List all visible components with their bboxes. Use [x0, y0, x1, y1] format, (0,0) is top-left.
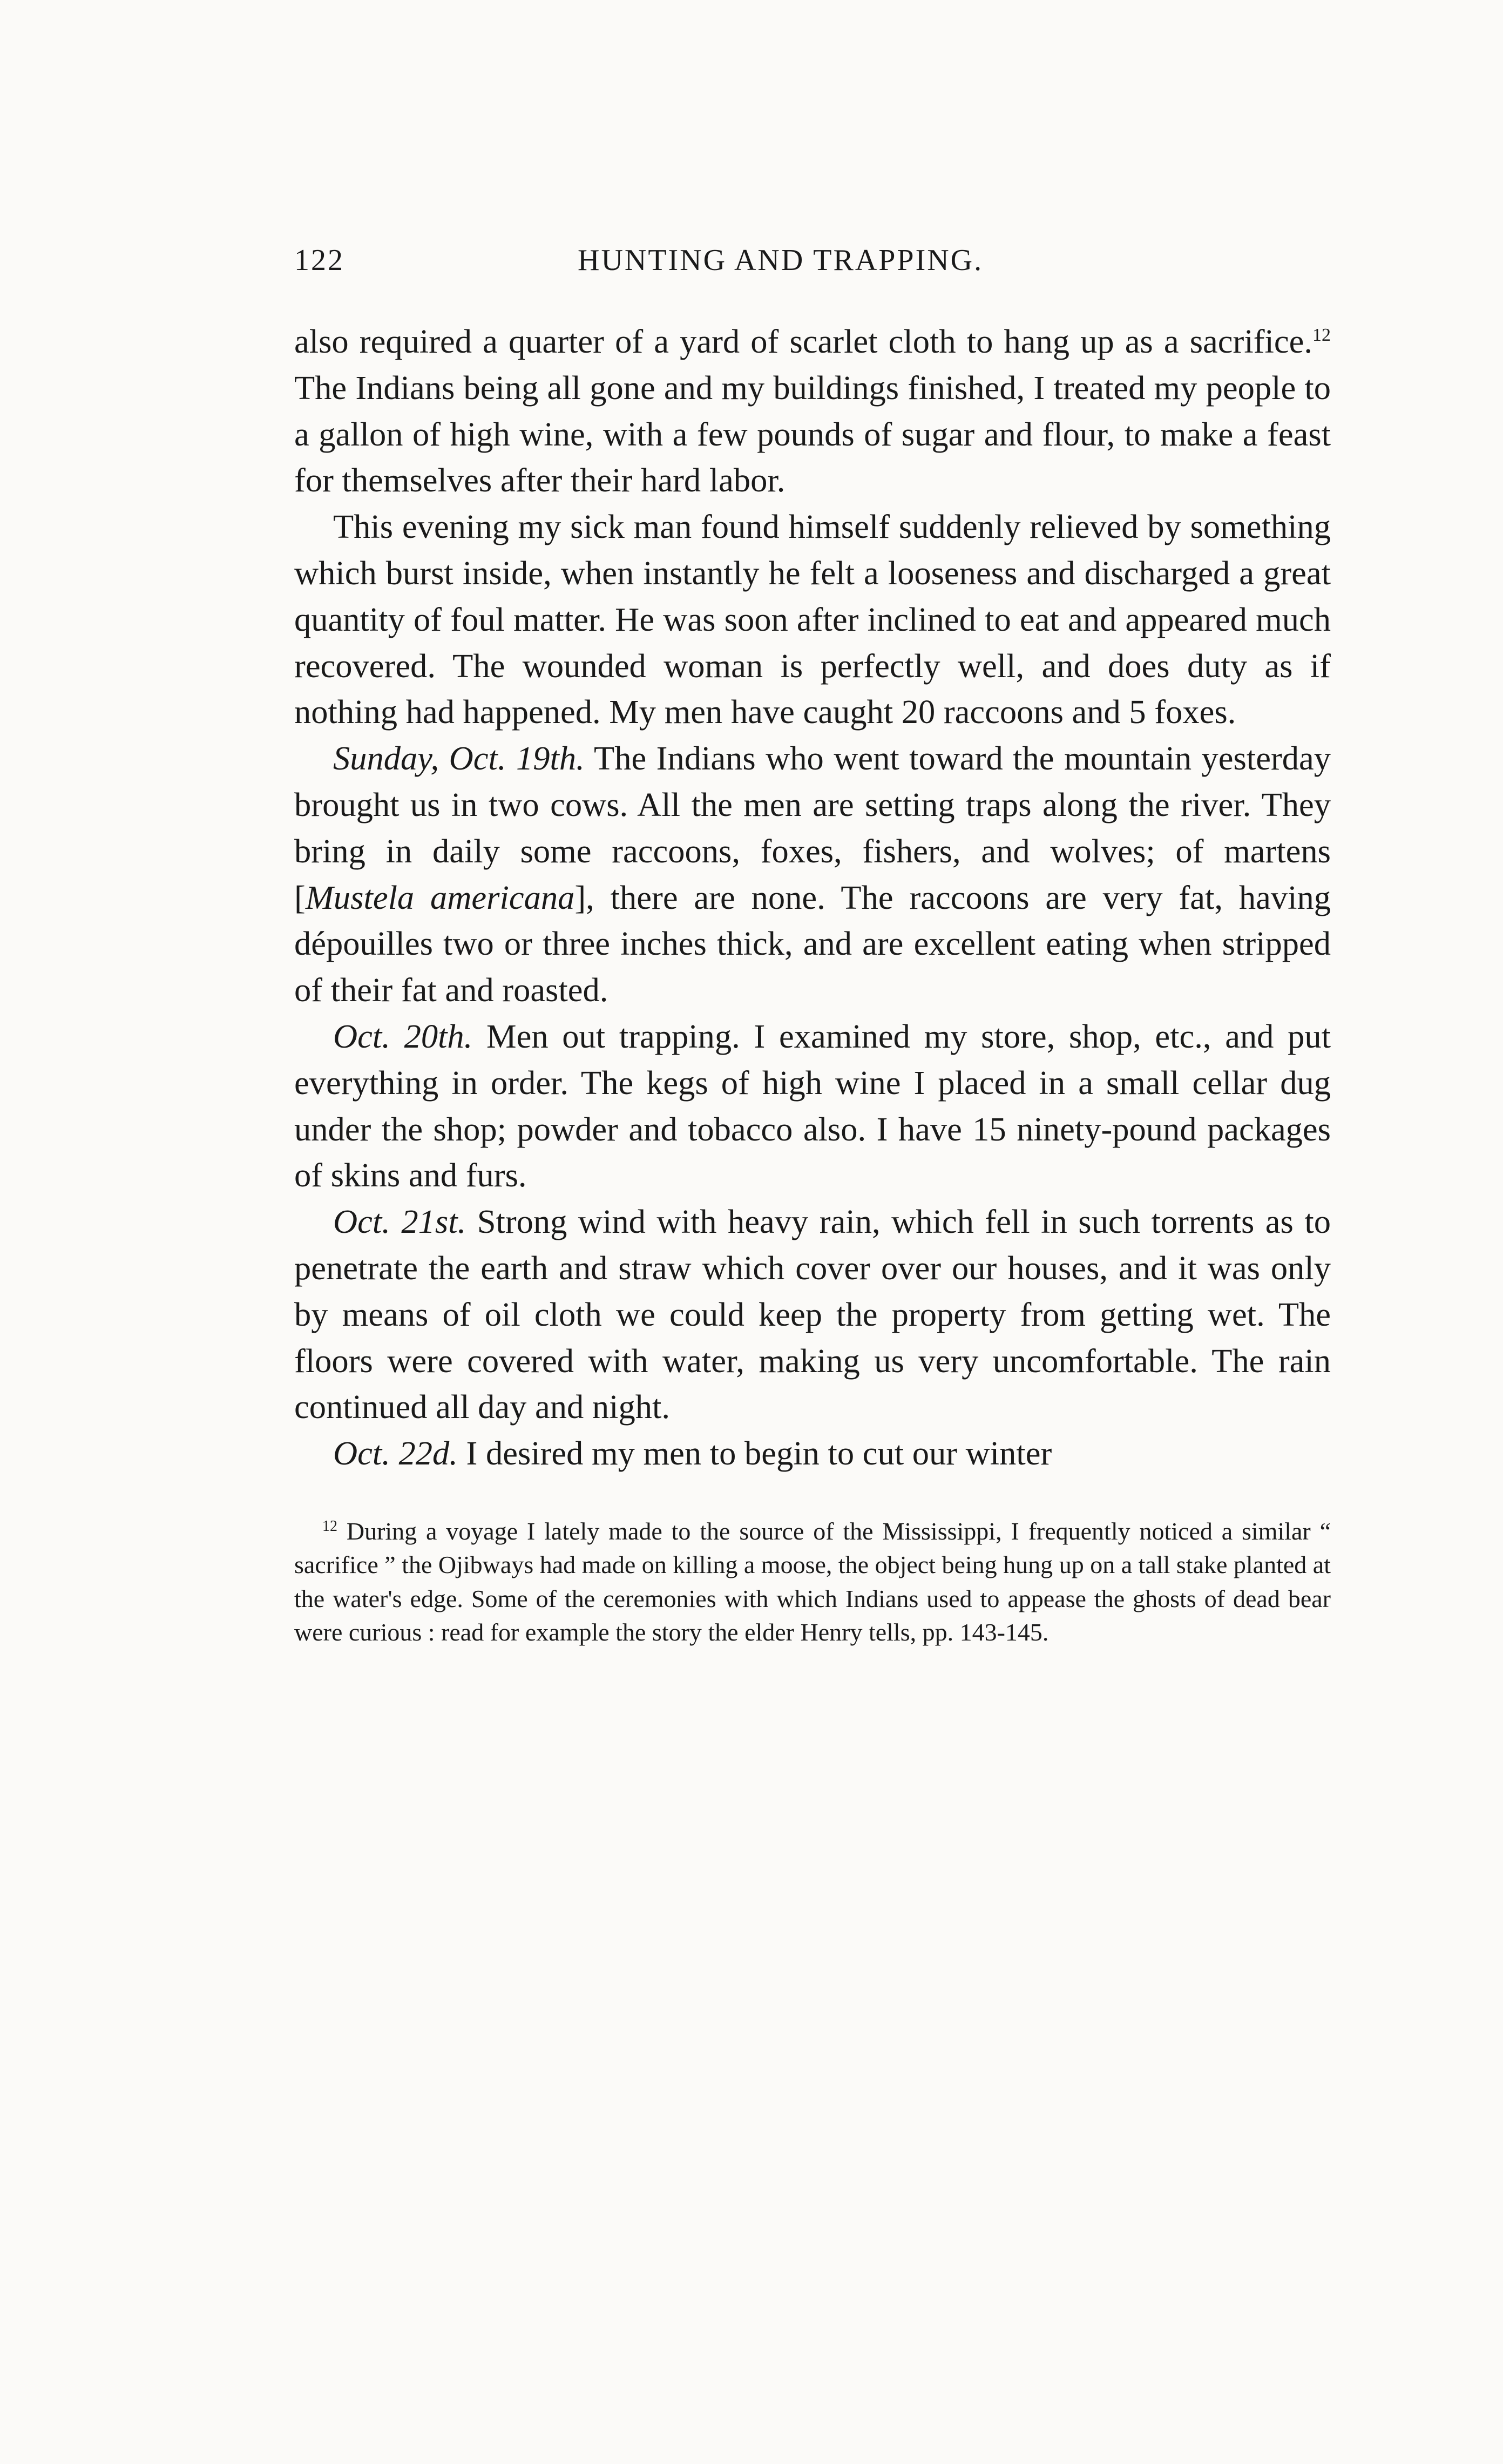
entry-date-oct-20: Oct. 20th. [333, 1017, 473, 1055]
body-text [294, 319, 1331, 1477]
paragraph-4-text: Men out trapping. I examined my store, shop, etc., and put everything in order. The kegs of high wine I placed in a small cellar dug under the shop; powder and tobacco also. I have 15 ninety-pound packages of skins and furs. [294, 1017, 1331, 1194]
paragraph-2-text: This evening my sick man found himself suddenly relieved by something which burst inside, when instantly he felt a looseness and discharged a great quantity of foul matter. He was soon after inclined to eat and appeared much recovered. The wounded woman is perfectly well, and does duty as if nothing had happened. My men have caught 20 raccoons and 5 foxes. [294, 508, 1331, 731]
paragraph-2 [294, 504, 1331, 735]
paragraph-4 [294, 1014, 1331, 1199]
footnote-mark: 12 [322, 1517, 337, 1535]
running-head [294, 243, 1331, 286]
footnote-text: During a voyage I lately made to the source of the Mississippi, I frequently noticed a similar “ sacrifice ” the Ojibways had made on killing a moose, the object being hung up on a tall stake planted at the water's edge. Some of the ceremonies with which Indians used to appease the ghosts of dead bear were curious : read for example the story the elder Henry tells, pp. 143-145. [294, 1517, 1331, 1646]
paragraph-5-text: Strong wind with heavy rain, which fell in such torrents as to penetrate the earth and straw which cover over our houses, and it was only by means of oil cloth we could keep the property from getting wet. The floors were covered with water, making us very uncomfortable. The rain continued all day and night. [294, 1203, 1331, 1426]
paragraph-5 [294, 1199, 1331, 1430]
footnote [294, 1515, 1331, 1650]
entry-date-oct-19: Sunday, Oct. 19th. [333, 739, 585, 778]
entry-date-oct-21: Oct. 21st. [333, 1203, 466, 1241]
paragraph-3 [294, 735, 1331, 1014]
paragraph-1-text-b: The Indians being all gone and my buildings finished, I treated my people to a gallon of high wine, with a few pounds of sugar and flour, to make a feast for themselves after their hard labor. [294, 368, 1331, 499]
footnote-reference: 12 [1312, 325, 1331, 345]
entry-date-oct-22: Oct. 22d. [333, 1434, 458, 1473]
paragraph-3-text-a: The Indians who went toward the mountain yesterday brought us in two cows. All the men are setting traps along the river. They bring in daily some raccoons, foxes, fishers, and wolves; of martens [ [294, 739, 1331, 916]
running-title: HUNTING AND TRAPPING. [578, 244, 984, 277]
paragraph-1 [294, 319, 1331, 504]
page-number: 122 [294, 244, 344, 277]
paragraph-1-text-a: also required a quarter of a yard of scarlet cloth to hang up as a sacrifice. [294, 322, 1312, 360]
book-page [294, 243, 1331, 1650]
species-name: Mustela americana [305, 878, 575, 916]
paragraph-3-text-b: ], there are none. The raccoons are very fat, having dépouilles two or three inches thick, and are excellent eating when stripped of their fat and roasted. [294, 878, 1331, 1009]
paragraph-6 [294, 1430, 1331, 1477]
paragraph-6-text: I desired my men to begin to cut our winter [457, 1434, 1052, 1473]
